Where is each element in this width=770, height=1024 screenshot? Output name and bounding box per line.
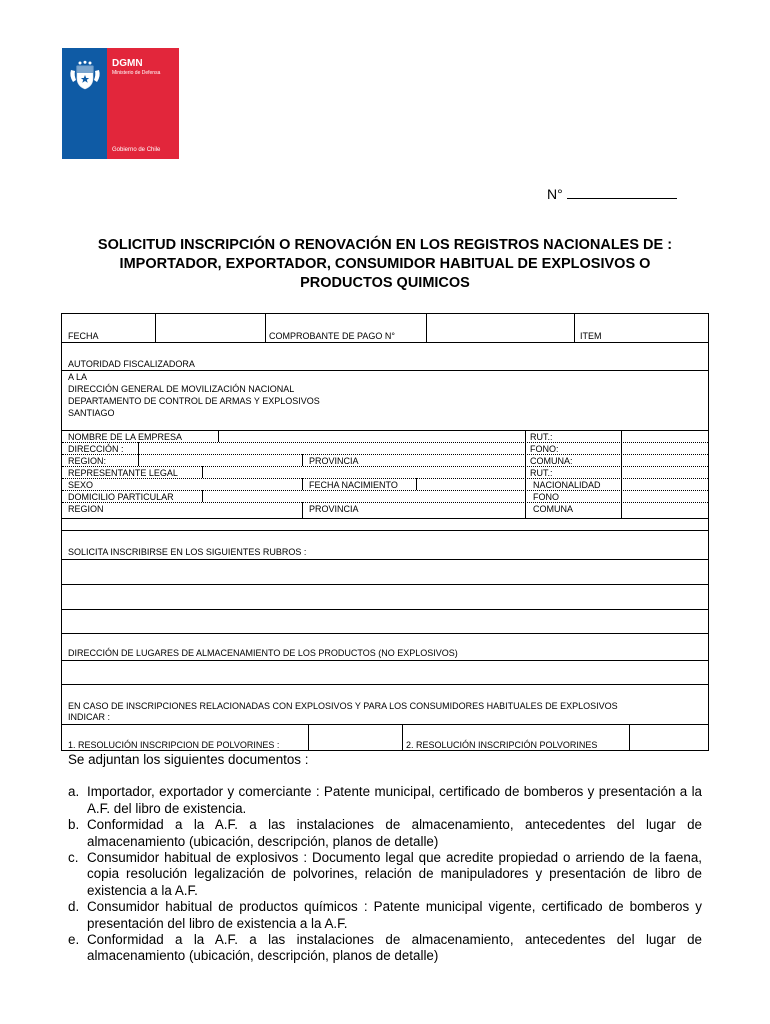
row-line [62, 530, 708, 531]
logo-blue-panel [62, 48, 107, 159]
region-label: REGION: [68, 456, 107, 466]
row-line [62, 684, 708, 685]
rut2-label: RUT.: [530, 468, 553, 478]
row-line [62, 518, 708, 519]
rut-label: RUT.: [530, 432, 553, 442]
comprobante-label: COMPROBANTE DE PAGO N° [269, 331, 395, 341]
cell-divider [416, 478, 417, 490]
list-item [68, 932, 702, 965]
row-line [62, 633, 708, 634]
dgmn-logo [62, 48, 179, 159]
resolucion1-field[interactable] [309, 725, 401, 750]
item-text: Consumidor habitual de productos químicos : Patente municipal vigente, certificado de bomberos y presentación del libro de existencia a la A.F. [87, 899, 702, 931]
documents-section [68, 752, 702, 965]
cell-divider [138, 454, 139, 466]
direccion-label: DIRECCIÓN : [68, 444, 124, 454]
resolucion1-label: 1. RESOLUCIÓN INSCRIPCION DE POLVORINES : [68, 740, 280, 750]
rut-field[interactable] [622, 431, 708, 442]
autoridad-label: AUTORIDAD FISCALIZADORA [68, 359, 195, 369]
resolucion2-label: 2. RESOLUCIÓN INSCRIPCIÓN POLVORINES [406, 740, 598, 750]
document-number [547, 186, 677, 202]
cell-divider [525, 430, 526, 518]
list-item [68, 899, 702, 932]
representante-label: REPRESENTANTE LEGAL [68, 468, 178, 478]
logo-subtitle: Ministerio de Defensa [112, 70, 161, 76]
item-text: Consumidor habitual de explosivos : Documento legal que acredite propiedad o arriendo de la faena, copia resolución legalización de polvorines, relación de manipuladores y presentación de libro de existencia a la A.F. [87, 850, 702, 898]
logo-government: Gobierno de Chile [112, 147, 161, 153]
cell-divider [202, 466, 203, 478]
item-text: Conformidad a la A.F. a las instalaciones de almacenamiento, antecedentes del lugar de almacenamiento (ubicación, descripción, planos de detalle) [87, 932, 702, 964]
caso-line-2: INDICAR : [68, 712, 111, 722]
item-letter: c. [68, 850, 79, 866]
solicita-label: SOLICITA INSCRIBIRSE EN LOS SIGUIENTES RUBROS : [68, 547, 307, 557]
nombre-empresa-field[interactable] [219, 431, 525, 442]
item-letter: d. [68, 899, 80, 915]
item-letter: a. [68, 784, 80, 800]
row-line [62, 342, 708, 343]
cell-divider [402, 724, 403, 750]
title-line-2: IMPORTADOR, EXPORTADOR, CONSUMIDOR HABITUAL DE EXPLOSIVOS O [119, 256, 651, 272]
item-text: Conformidad a la A.F. a las instalaciones de almacenamiento, antecedentes del lugar de almacenamiento (ubicación, descripción, planos de detalle) [87, 817, 702, 849]
coat-of-arms-icon [68, 60, 102, 92]
list-item [68, 784, 702, 817]
row1-divider [265, 314, 266, 342]
domicilio-label: DOMICILIO PARTICULAR [68, 492, 174, 502]
nombre-empresa-label: NOMBRE DE LA EMPRESA [68, 432, 183, 442]
departamento-text: DEPARTAMENTO DE CONTROL DE ARMAS Y EXPLOSIVOS [68, 396, 320, 406]
caso-line-1: EN CASO DE INSCRIPCIONES RELACIONADAS CON EXPLOSIVOS Y PARA LOS CONSUMIDORES HABITUALES DE EXPLOSIVOS [68, 701, 618, 711]
fecha-label: FECHA [68, 331, 99, 341]
region2-label: REGION [68, 504, 104, 514]
fono2-label: FONO [533, 492, 559, 502]
item-label: ITEM [580, 331, 602, 341]
cell-divider [202, 490, 203, 502]
rubro-field[interactable] [62, 610, 708, 633]
cell-divider [302, 478, 303, 490]
fecha-nacimiento-label: FECHA NACIMIENTO [309, 480, 398, 490]
resolucion2-field[interactable] [630, 725, 708, 750]
provincia2-label: PROVINCIA [309, 504, 359, 514]
direccion-field[interactable] [139, 443, 524, 454]
rubro-field[interactable] [62, 585, 708, 609]
lugares-field[interactable] [62, 661, 708, 684]
cell-divider [302, 502, 303, 518]
title-line-3: PRODUCTOS QUIMICOS [300, 275, 470, 291]
row-line [62, 454, 708, 455]
cell-divider [302, 454, 303, 466]
a-la-text: A LA [68, 372, 88, 382]
rubro-field[interactable] [62, 560, 708, 584]
fecha-field[interactable] [156, 314, 264, 342]
document-number-field[interactable] [567, 186, 677, 199]
provincia-label: PROVINCIA [309, 456, 359, 466]
nacionalidad-label: NACIONALIDAD [533, 480, 601, 490]
documents-intro: Se adjuntan los siguientes documentos : [68, 752, 309, 767]
item-text: Importador, exportador y comerciante : Patente municipal, certificado de bomberos y presentación a la A.F. del libro de existencia. [87, 784, 702, 816]
item-letter: e. [68, 932, 80, 948]
form-title [70, 236, 700, 293]
row-line [62, 502, 708, 503]
logo-title: DGMN [112, 58, 143, 69]
fono-field[interactable] [622, 443, 708, 454]
lugares-label: DIRECCIÓN DE LUGARES DE ALMACENAMIENTO DE LOS PRODUCTOS (NO EXPLOSIVOS) [68, 648, 458, 658]
fono-label: FONO: [530, 444, 559, 454]
logo-red-panel [107, 48, 179, 159]
title-line-1: SOLICITUD INSCRIPCIÓN O RENOVACIÓN EN LOS REGISTROS NACIONALES DE : [97, 237, 673, 253]
document-number-label: N° [547, 186, 563, 202]
row-line [62, 370, 708, 371]
comuna2-label: COMUNA [533, 504, 573, 514]
comprobante-field[interactable] [427, 314, 573, 342]
comuna-label: COMUNA: [530, 456, 573, 466]
sexo-label: SEXO [68, 480, 94, 490]
row1-divider [574, 314, 575, 342]
list-item [68, 850, 702, 899]
item-letter: b. [68, 817, 80, 833]
list-item [68, 817, 702, 850]
registration-form [61, 313, 709, 751]
direccion-general-text: DIRECCIÓN GENERAL DE MOVILIZACIÓN NACIONAL [68, 384, 295, 394]
santiago-text: SANTIAGO [68, 408, 115, 418]
